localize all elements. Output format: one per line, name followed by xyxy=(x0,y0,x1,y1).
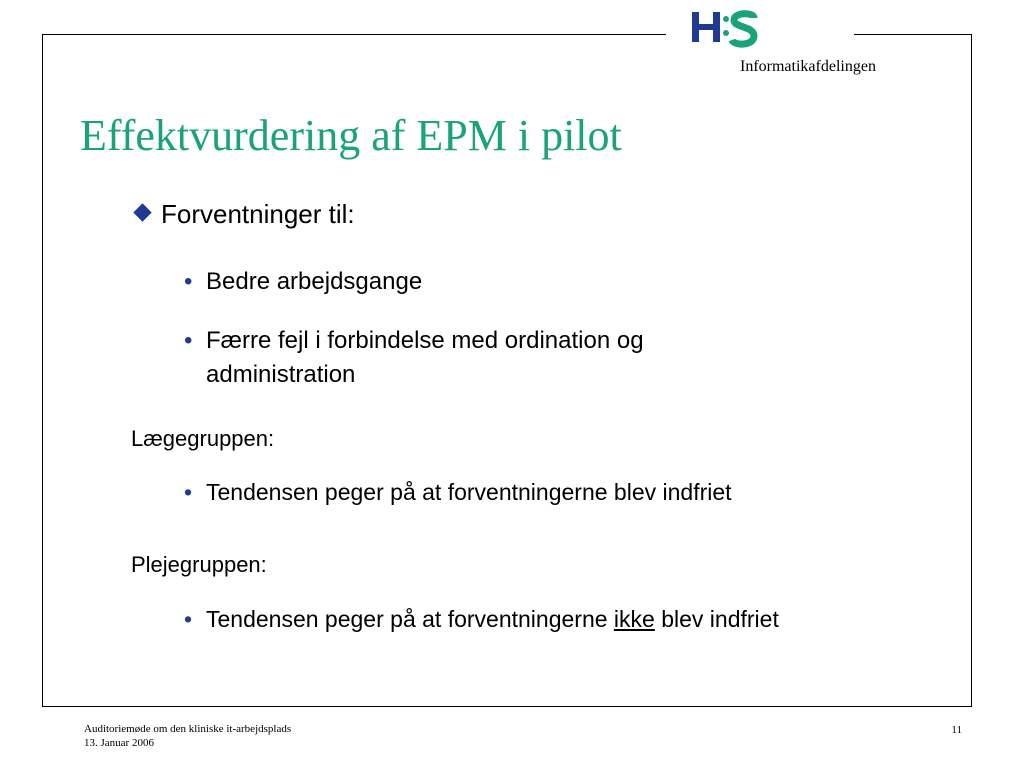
sub-bullet-doctors xyxy=(184,475,904,509)
footer-date: 13. Januar 2006 xyxy=(84,737,154,749)
sub-bullet-workflow xyxy=(184,265,904,299)
page-number: 11 xyxy=(951,724,962,736)
sub-bullet-errors xyxy=(184,324,904,392)
group-label-nurses: Plejegruppen: xyxy=(131,552,267,577)
dot-bullet-icon: • xyxy=(184,606,193,632)
sub-bullet-text-pre: Tendensen peger på at forventningerne xyxy=(206,606,608,632)
footer-event: Auditoriemøde om den kliniske it-arbejdsplads xyxy=(84,723,292,735)
underlined-word: ikke xyxy=(613,606,655,632)
hs-logo xyxy=(690,8,760,52)
footer xyxy=(84,722,291,750)
sub-bullet-text-continued: administration xyxy=(206,361,356,388)
dot-bullet-icon: • xyxy=(184,327,193,354)
sub-bullet-nurses xyxy=(184,602,904,636)
sub-bullet-text: Bedre arbejdsgange xyxy=(206,268,423,295)
department-name: Informatikafdelingen xyxy=(740,58,876,75)
dot-bullet-icon: • xyxy=(184,479,193,505)
diamond-bullet-icon xyxy=(133,203,151,221)
dot-bullet-icon: • xyxy=(184,268,193,295)
bullet-text: Forventninger til: xyxy=(161,199,355,229)
sub-bullet-text: Tendensen peger på at forventningerne blev indfriet xyxy=(206,479,732,505)
group-label-doctors: Lægegruppen: xyxy=(131,426,275,451)
sub-bullet-text-post: blev indfriet xyxy=(661,606,779,632)
slide-title: Effektvurdering af EPM i pilot xyxy=(80,111,622,160)
sub-bullet-text: Færre fejl i forbindelse med ordination og xyxy=(206,327,644,354)
bullet-expectations xyxy=(136,199,355,230)
